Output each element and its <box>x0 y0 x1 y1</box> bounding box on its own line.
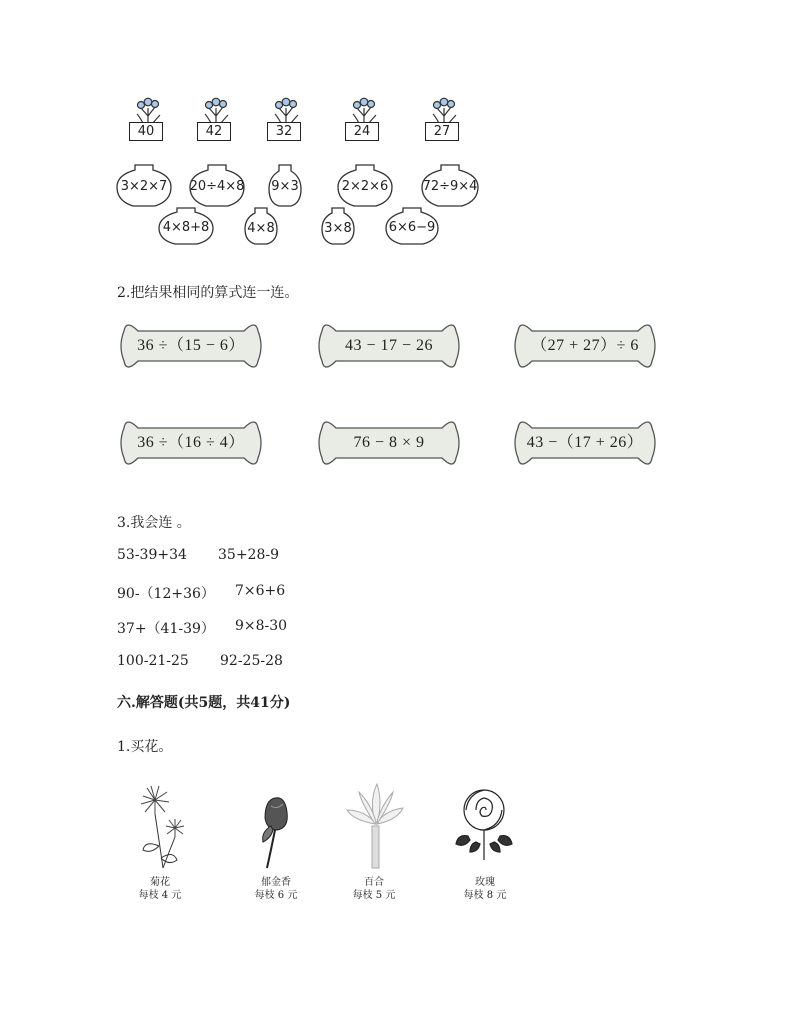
bone-expression: 36 ÷（15 − 6） <box>137 337 245 354</box>
q3-right-expression[interactable]: 7×6+6 <box>235 583 286 599</box>
bone-card[interactable] <box>120 317 262 375</box>
flower-name: 郁金香 <box>261 877 291 888</box>
vase <box>188 163 246 208</box>
flower-icon <box>133 96 163 124</box>
question-3-title: 3.我会连 。 <box>117 515 191 531</box>
flower-name: 玫瑰 <box>475 877 495 888</box>
flower-icon <box>201 96 231 124</box>
bone-expression: 43 −（17 + 26） <box>526 434 644 451</box>
vase-expression: 3×2×7 <box>120 179 168 194</box>
vase <box>336 163 394 208</box>
flower-name: 百合 <box>364 877 384 888</box>
vase-expression: 2×2×6 <box>341 179 389 194</box>
question-6-1-title: 1.买花。 <box>117 739 173 755</box>
flower-icon <box>271 96 301 124</box>
flower-icon <box>349 96 379 124</box>
q3-right-expression[interactable]: 35+28-9 <box>218 547 279 563</box>
bone-card[interactable] <box>514 317 656 375</box>
flower-card <box>425 96 465 144</box>
flower-card <box>345 96 385 144</box>
rose-icon <box>450 780 520 872</box>
bone-card[interactable] <box>120 414 262 472</box>
flower-number: 24 <box>345 122 379 141</box>
q3-left-expression[interactable]: 53-39+34 <box>117 547 187 563</box>
vase <box>384 206 440 246</box>
vase <box>320 206 356 246</box>
vase-expression: 4×8 <box>247 221 275 236</box>
q3-left-expression[interactable]: 90-（12+36） <box>117 586 215 602</box>
vase-expression: 4×8+8 <box>162 220 210 235</box>
vase <box>115 163 173 208</box>
flower-number: 27 <box>425 122 459 141</box>
vase <box>157 206 215 246</box>
question-2-title: 2.把结果相同的算式连一连。 <box>117 285 299 301</box>
q3-right-expression[interactable]: 9×8-30 <box>235 618 288 634</box>
flower-price: 每枝 4 元 <box>138 890 182 901</box>
vase-expression: 9×3 <box>271 179 299 194</box>
flower-icon <box>429 96 459 124</box>
flower-item <box>115 780 205 902</box>
flower-number: 42 <box>197 122 231 141</box>
q3-right-expression[interactable]: 92-25-28 <box>220 653 283 669</box>
q3-left-expression[interactable]: 100-21-25 <box>117 653 189 669</box>
vase <box>420 163 480 208</box>
bone-expression: （27 + 27）÷ 6 <box>531 337 639 354</box>
flower-name: 菊花 <box>150 877 170 888</box>
flower-price: 每枝 6 元 <box>254 890 298 901</box>
bone-expression: 43 − 17 − 26 <box>344 337 434 354</box>
flower-card <box>129 96 169 144</box>
vase-expression: 72÷9×4 <box>422 179 478 194</box>
bone-card[interactable] <box>318 317 460 375</box>
flower-price: 每枝 5 元 <box>352 890 396 901</box>
flower-price: 每枝 8 元 <box>463 890 507 901</box>
flower-card <box>197 96 237 144</box>
flower-item <box>440 780 530 902</box>
q3-left-expression[interactable]: 37+（41-39） <box>117 621 215 637</box>
flower-number: 40 <box>129 122 163 141</box>
bone-expression: 36 ÷（16 ÷ 4） <box>137 434 245 451</box>
section-6-title: 六.解答题(共5题，共41分) <box>117 695 291 711</box>
vase-expression: 6×6−9 <box>388 220 436 235</box>
bone-card[interactable] <box>318 414 460 472</box>
bone-card[interactable] <box>514 414 656 472</box>
flower-number: 32 <box>267 122 301 141</box>
tulip-icon <box>241 780 311 872</box>
lily-icon <box>339 780 409 872</box>
vase-expression: 3×8 <box>324 221 352 236</box>
flower-item <box>231 780 321 902</box>
bone-expression: 76 − 8 × 9 <box>353 434 425 451</box>
vase-expression: 20÷4×8 <box>189 179 245 194</box>
vase <box>267 163 303 208</box>
flower-card <box>267 96 307 144</box>
flower-item <box>329 780 419 902</box>
vase <box>243 206 279 246</box>
chrysanthemum-icon <box>125 780 195 872</box>
